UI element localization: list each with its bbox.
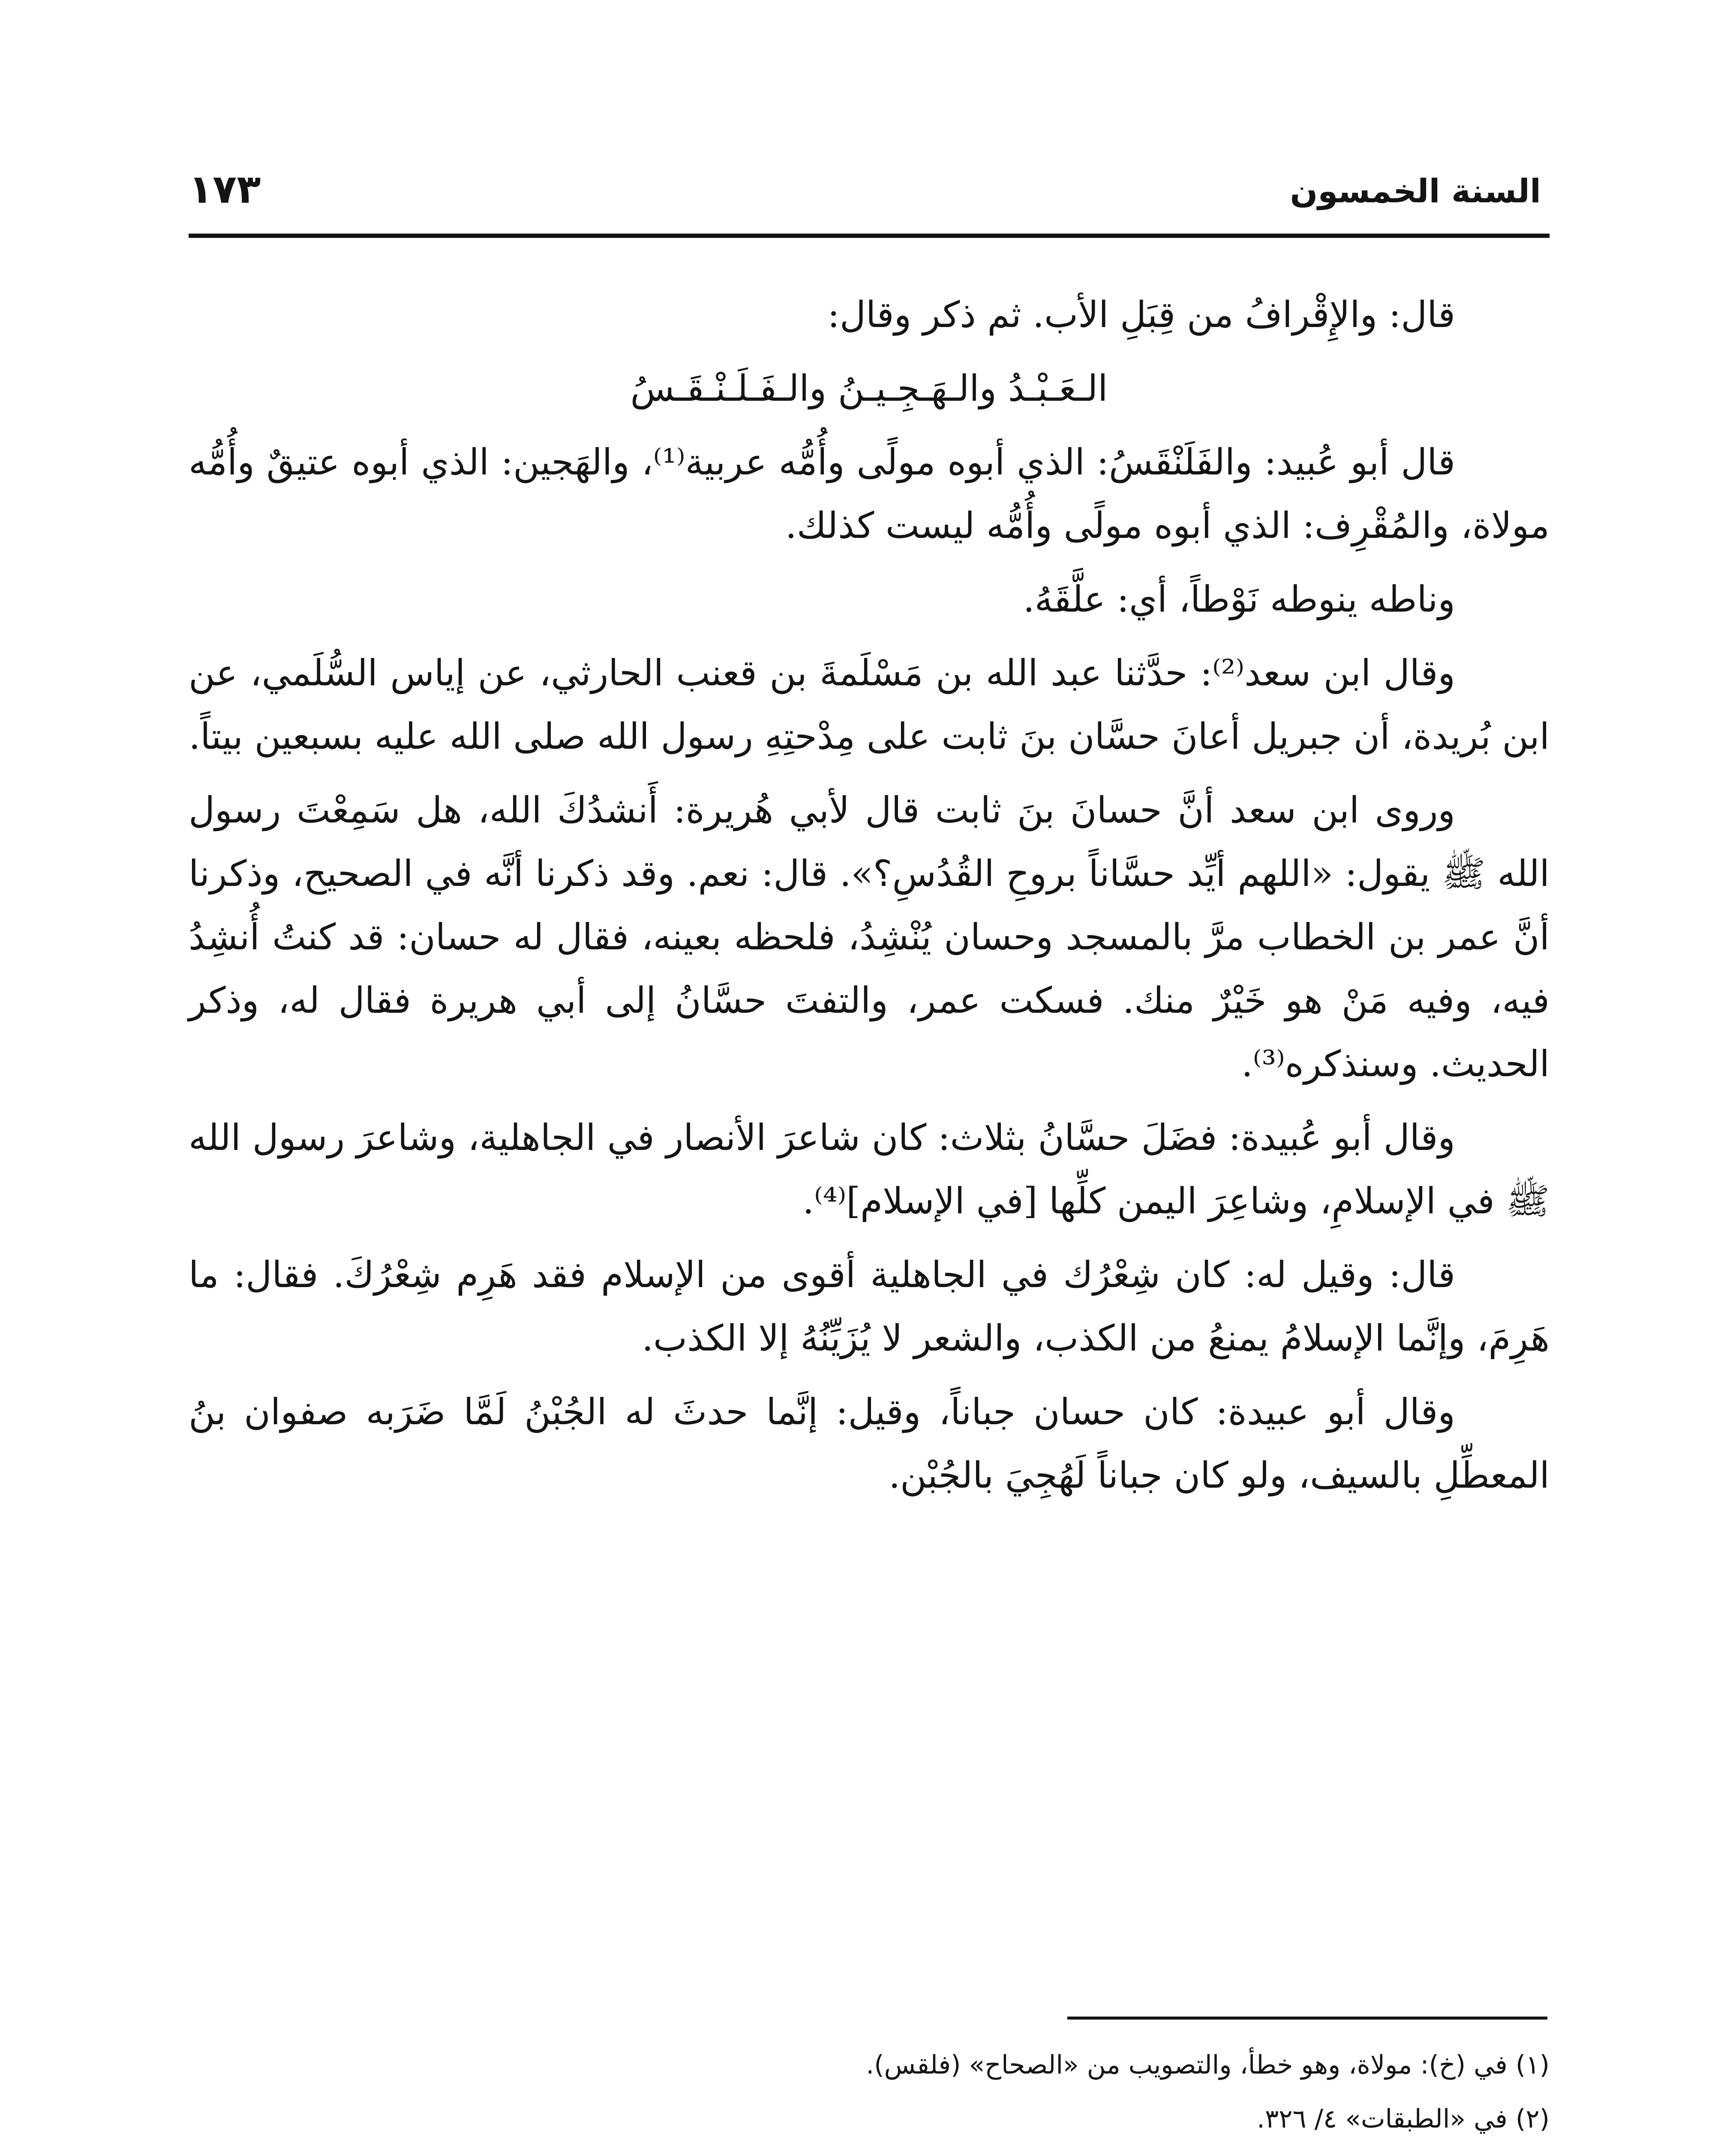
page-number: ١٧٣ [189,166,261,212]
footnote: (١) في (خ): مولاة، وهو خطأ، والتصويب من «الصحاح» (فلقس). [866,2050,1550,2080]
main-text [189,283,1550,1517]
footnote: (٢) في «الطبقات» ٤/ ٣٢٦. [1256,2104,1550,2134]
footnote-divider [1067,2017,1547,2020]
paragraph: وقال أبو عبيدة: كان حسان جباناً، وقيل: إنَّما حدثَ له الجُبْنُ لَمَّا ضَرَبه صفوان بنُ المعطِّلِ بالسيف، ولو كان جباناً لَهُجِيَ بالجُبْن. [189,1391,1550,1496]
paragraph: قال: وقيل له: كان شِعْرُك في الجاهلية أقوى من الإسلام فقد هَرِم شِعْرُكَ. فقال: ما هَرِمَ، وإنَّما الإسلامُ يمنعُ من الكذب، والشعر لا يُزَيِّنُهُ إلا الكذب. [189,1254,1550,1359]
paragraph: قال: والإِقْرافُ من قِبَلِ الأب. ثم ذكر وقال: [827,294,1455,336]
paragraph: وقال ابن سعد⁽²⁾: حدَّثنا عبد الله بن مَسْلَمةَ بن قعنب الحارثي، عن إياس السُّلَمي، عن ابن بُريدة، أن جبريل أعانَ حسَّان بنَ ثابت على مِدْحتِهِ رسول الله صلى الله عليه بسبعين بيتاً. [189,652,1550,757]
header-divider [189,234,1550,238]
paragraph: وناطه ينوطه نَوْطاً، أي: علَّقَهُ. [1023,578,1455,620]
paragraph: وقال أبو عُبيدة: فضَلَ حسَّانُ بثلاث: كان شاعرَ الأنصار في الجاهلية، وشاعرَ رسول الله ﷺ في الإسلامِ، وشاعِرَ اليمن كلِّها [في الإسلام]⁽⁴⁾. [189,1117,1550,1222]
paragraph: قال أبو عُبيد: والفَلَنْقَسُ: الذي أبوه مولًى وأُمُّه عربية⁽¹⁾، والهَجين: الذي أبوه عتيقٌ وأُمُّه مولاة، والمُقْرِف: الذي أبوه مولًى وأُمُّه ليست كذلك. [189,441,1550,546]
verse-line: الـعَـبْـدُ والـهَـجِـيـنُ والـفَـلَـنْـقَـسُ [630,367,1108,409]
footnotes [189,2040,1550,2143]
running-title: السنة الخمسون [1290,172,1541,210]
paragraph: وروى ابن سعد أنَّ حسانَ بنَ ثابت قال لأبي هُريرة: أَنشدُكَ الله، هل سَمِعْتَ رسول الله ﷺ يقول: «اللهم أيِّد حسَّاناً بروحِ القُدُسِ؟». قال: نعم. وقد ذكرنا أنَّه في الصحيح، وذكرنا أنَّ عمر بن الخطاب مرَّ بالمسجد وحسان يُنْشِدُ، فلحظه بعينه، فقال له حسان: قد كنتُ أُنشِدُ فيه، وفيه مَنْ هو خَيْرٌ منك. فسكت عمر، والتفتَ حسَّانُ إلى أبي هريرة فقال له، وذكر الحديث. وسنذكره⁽³⁾. [189,789,1550,1085]
